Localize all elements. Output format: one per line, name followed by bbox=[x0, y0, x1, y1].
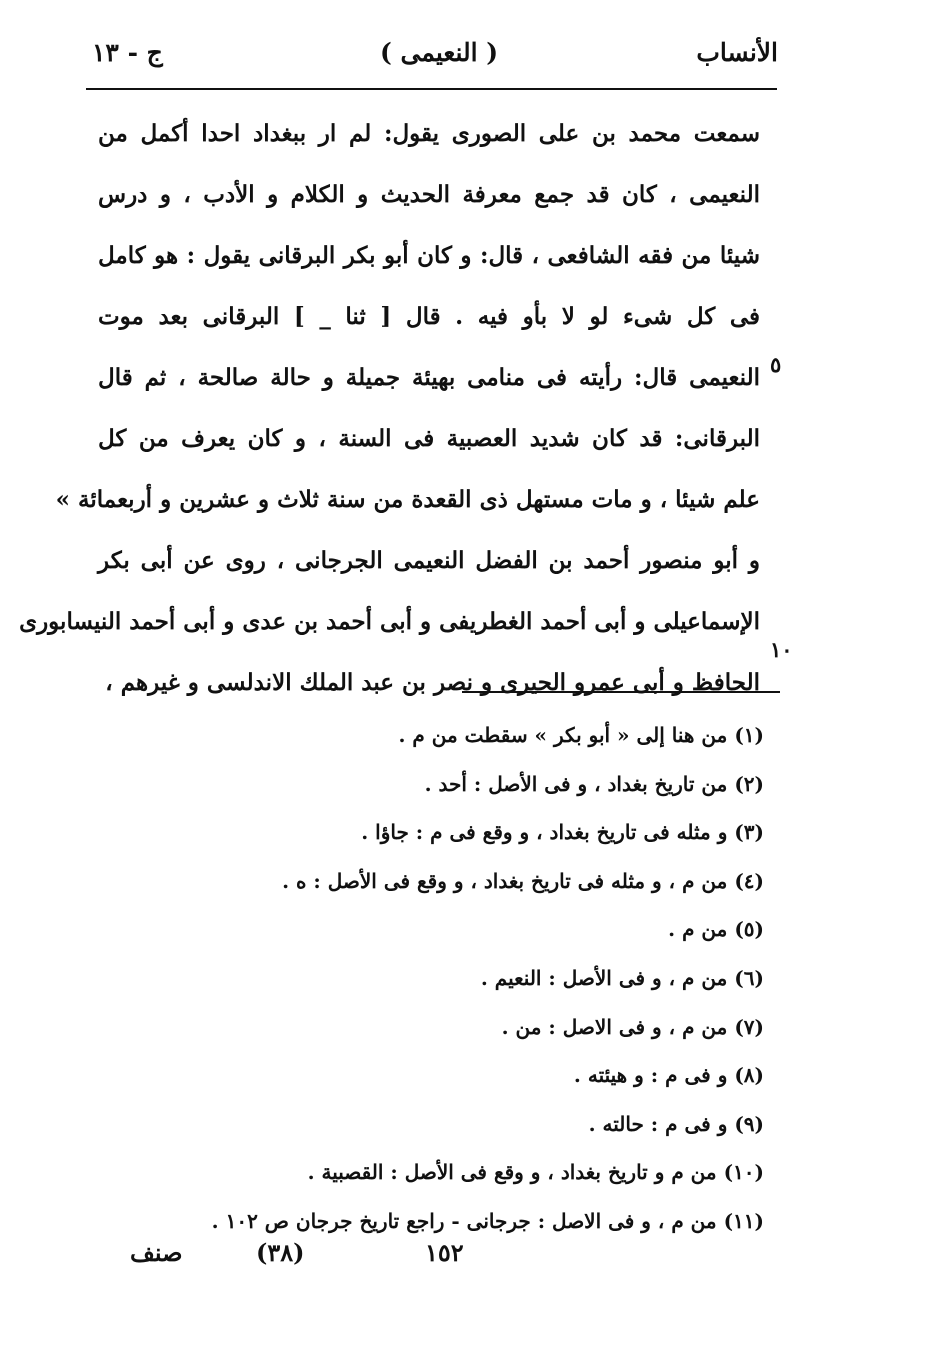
catchword: صنف bbox=[130, 1238, 183, 1267]
text-line: و أبو منصور أحمد بن الفضل النعيمى الجرجانى ، روى عن أبى بكر bbox=[98, 547, 760, 574]
line-number-5: ٥ bbox=[770, 352, 782, 377]
text-line: الحافظ و أبى عمرو الحيرى و نصر بن عبد الملك الاندلسى و غيرهم ، bbox=[105, 669, 760, 696]
footnote: (١٠) من م و تاريخ بغداد ، و وقع فى الأصل : القصبية . bbox=[307, 1160, 764, 1185]
line-number-10: ١٠ bbox=[770, 637, 793, 662]
text-line: النعيمى قال: رأيته فى منامى بهيئة جميلة و حالة صالحة ، ثم قال bbox=[98, 364, 760, 391]
text-line: سمعت محمد بن على الصورى يقول: لم ار ببغداد احدا أكمل من bbox=[98, 120, 760, 147]
text-line: النعيمى ، كان قد جمع معرفة الحديث و الكلام و الأدب ، و درس bbox=[98, 181, 760, 208]
main-text-block bbox=[19, 103, 760, 713]
signature-mark: (٣٨) bbox=[256, 1238, 305, 1267]
footnote: (٧) من م ، و فى الاصل : من . bbox=[501, 1014, 764, 1039]
footnote: (٦) من م ، و فى الأصل : النعيم . bbox=[480, 965, 764, 990]
header-rule bbox=[86, 88, 777, 90]
footnotes-block bbox=[204, 711, 764, 1246]
text-line: علم شيئا ، و مات مستهل ذى القعدة من سنة ثلاث و عشرين و أربعمائة » bbox=[55, 486, 760, 513]
footnote: (٥) من م . bbox=[668, 917, 764, 942]
text-line: البرقانى: قد كان شديد العصبية فى السنة ، و كان يعرف من كل bbox=[98, 425, 760, 452]
text-line: فى كل شىء لو لا بأو فيه . قال [ ثنا _ ] البرقانى بعد موت bbox=[98, 303, 760, 330]
text-line: شيئا من فقه الشافعى ، قال: و كان أبو بكر البرقانى يقول : هو كامل bbox=[98, 242, 760, 269]
footnote: (١) من هنا إلى « أبو بكر » سقطت من م . bbox=[398, 723, 764, 747]
page-number: ١٥٢ bbox=[425, 1238, 464, 1267]
footnote: (٢) من تاريخ بغداد ، و فى الأصل : أحد . bbox=[424, 771, 764, 796]
footnote: (٣) و مثله فى تاريخ بغداد ، و وقع فى م : جاؤا . bbox=[361, 820, 764, 845]
text-line: الإسماعيلى و أبى أحمد الغطريفى و أبى أحمد بن عدى و أبى أحمد النيسابورى bbox=[19, 608, 760, 635]
footnote: (١١) من م ، و فى الاصل : جرجانى - راجع تاريخ جرجان ص ١٠٢ . bbox=[211, 1208, 764, 1233]
running-header-book-title: الأنساب bbox=[696, 38, 778, 67]
footnote: (٤) من م ، و مثله فى تاريخ بغداد ، و وقع فى الأصل : ه . bbox=[282, 868, 764, 893]
footnote: (٨) و فى م : و هيئته . bbox=[573, 1063, 764, 1088]
footnote-rule bbox=[462, 691, 780, 693]
footnote: (٩) و فى م : حالته . bbox=[588, 1111, 764, 1136]
running-header-volume: ج - ١٣ bbox=[92, 38, 163, 67]
running-header-entry-title: ( النعيمى ) bbox=[380, 38, 499, 67]
